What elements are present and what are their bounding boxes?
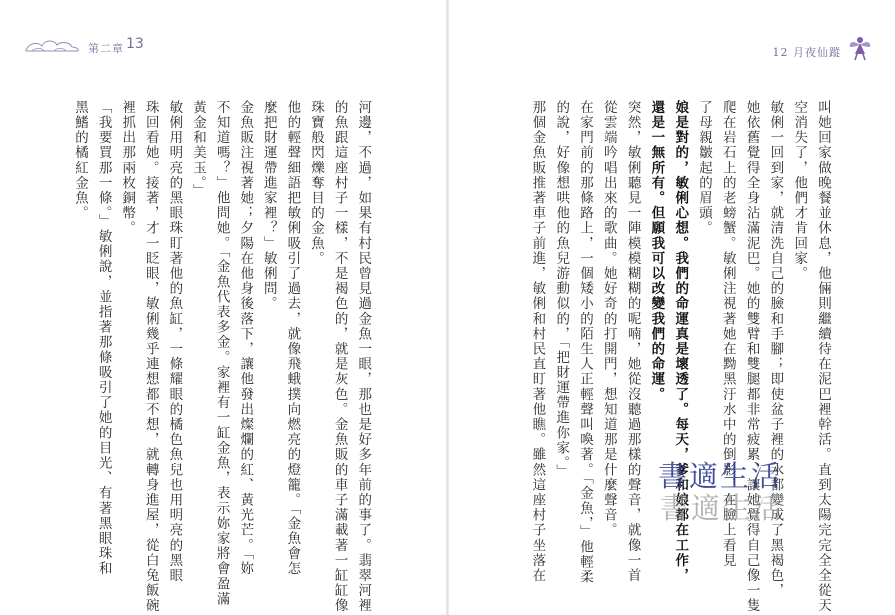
text-column: 不知道嗎？」他問她。「金魚代表多金。家裡有一缸金魚，表示妳家將會盈滿 <box>213 100 230 607</box>
text-column: 娘是對的，敏俐心想。我們的命運真是壞透了。每天，爹和娘都在工作， <box>672 100 689 584</box>
book-title: 12 月夜仙蹤 <box>772 46 841 59</box>
text-column: 在家門前的那條路上，一個矮小的陌生人正輕聲叫喚著。「金魚，」他輕柔 <box>577 100 593 585</box>
text-column: 他的輕聲細語把敏俐吸引了過去，就像飛蛾撲向燃亮的燈籠。「金魚會怎 <box>284 100 301 577</box>
text-column: 的說，好像想哄他的魚兒游動似的，「把財運帶進你家。」 <box>553 100 570 480</box>
fairy-ornament-icon <box>845 32 875 62</box>
text-column: 珠回看她。接著，才一眨眼，敏俐幾乎連想都不想，就轉身進屋，從白兔飯碗 <box>142 100 159 614</box>
text-column: 還是一無所有。但願我可以改變我們的命運。 <box>648 100 665 402</box>
text-column: 珠寶般閃爍奪目的金魚。 <box>308 100 324 267</box>
text-column: 了母親皺起的眉頭。 <box>696 100 712 236</box>
left-page <box>0 0 447 615</box>
text-column: 從雲端吟唱出來的歌曲。她好奇的打開門，想知道那是什麼聲音。 <box>600 100 617 538</box>
text-column: 金魚販注視著她；夕陽在他身後落下，讓他發出燦爛的紅、黃光芒。「妳 <box>237 100 254 577</box>
text-column: 叫她回家做晚餐並休息，他倆則繼續待在泥巴裡幹活。直到太陽完完全全從天 <box>815 100 831 614</box>
watermark-line2: 書適生活 <box>660 491 785 525</box>
text-column: 「我要買那一條。」敏俐說，並指著那條吸引了她的目光、有著黑眼珠和 <box>95 100 112 577</box>
text-column: 黑鰭的橘紅金魚。 <box>72 100 88 221</box>
text-column: 河邊，不過，如果有村民曾見過金魚一眼，那也是好多年前的事了。翡翠河裡 <box>355 100 372 614</box>
page-number: 13 <box>126 36 144 52</box>
text-column: 空消失了，他們才肯回家。 <box>791 100 808 282</box>
text-column: 敏俐一回到家，就清洗自己的臉和手腳；即使盆子裡的水都變成了黑褐色， <box>767 100 784 599</box>
watermark <box>658 460 784 524</box>
text-column: 她依舊覺得全身沾滿泥巴。她的雙臂和雙腿都非常疲累，讓她覺得自己像一隻 <box>743 100 760 614</box>
text-column: 敏俐用明亮的黑眼珠盯著他的魚缸，一條耀眼的橘色魚兒也用明亮的黑眼 <box>166 100 183 584</box>
text-column: 黃金和美玉。」 <box>190 100 206 199</box>
text-column: 的魚跟這座村子一樣，不是褐色的，就是灰色。金魚販的車子滿載著一缸缸像 <box>331 100 348 614</box>
right-page-header <box>755 36 875 66</box>
cloud-ornament-icon <box>24 36 80 56</box>
text-column: 爬在岩石上的老螃蟹。敏俐注視著她在黝黑汙水中的倒影，在臉上看見 <box>719 100 736 569</box>
text-column: 麼把財運帶進家裡？」敏俐問。 <box>260 100 277 312</box>
text-column: 那個金魚販推著車子前進，敏俐和村民直盯著他瞧。雖然這座村子坐落在 <box>529 100 546 584</box>
chapter-label: 第二章 <box>88 42 124 55</box>
watermark-line1: 書適生活 <box>658 459 783 493</box>
text-column: 裡抓出那兩枚銅幣。 <box>119 100 136 236</box>
text-column: 突然，敏俐聽見一陣模模糊糊的呢喃，她從沒聽過那樣的聲音，就像一首 <box>624 100 641 584</box>
